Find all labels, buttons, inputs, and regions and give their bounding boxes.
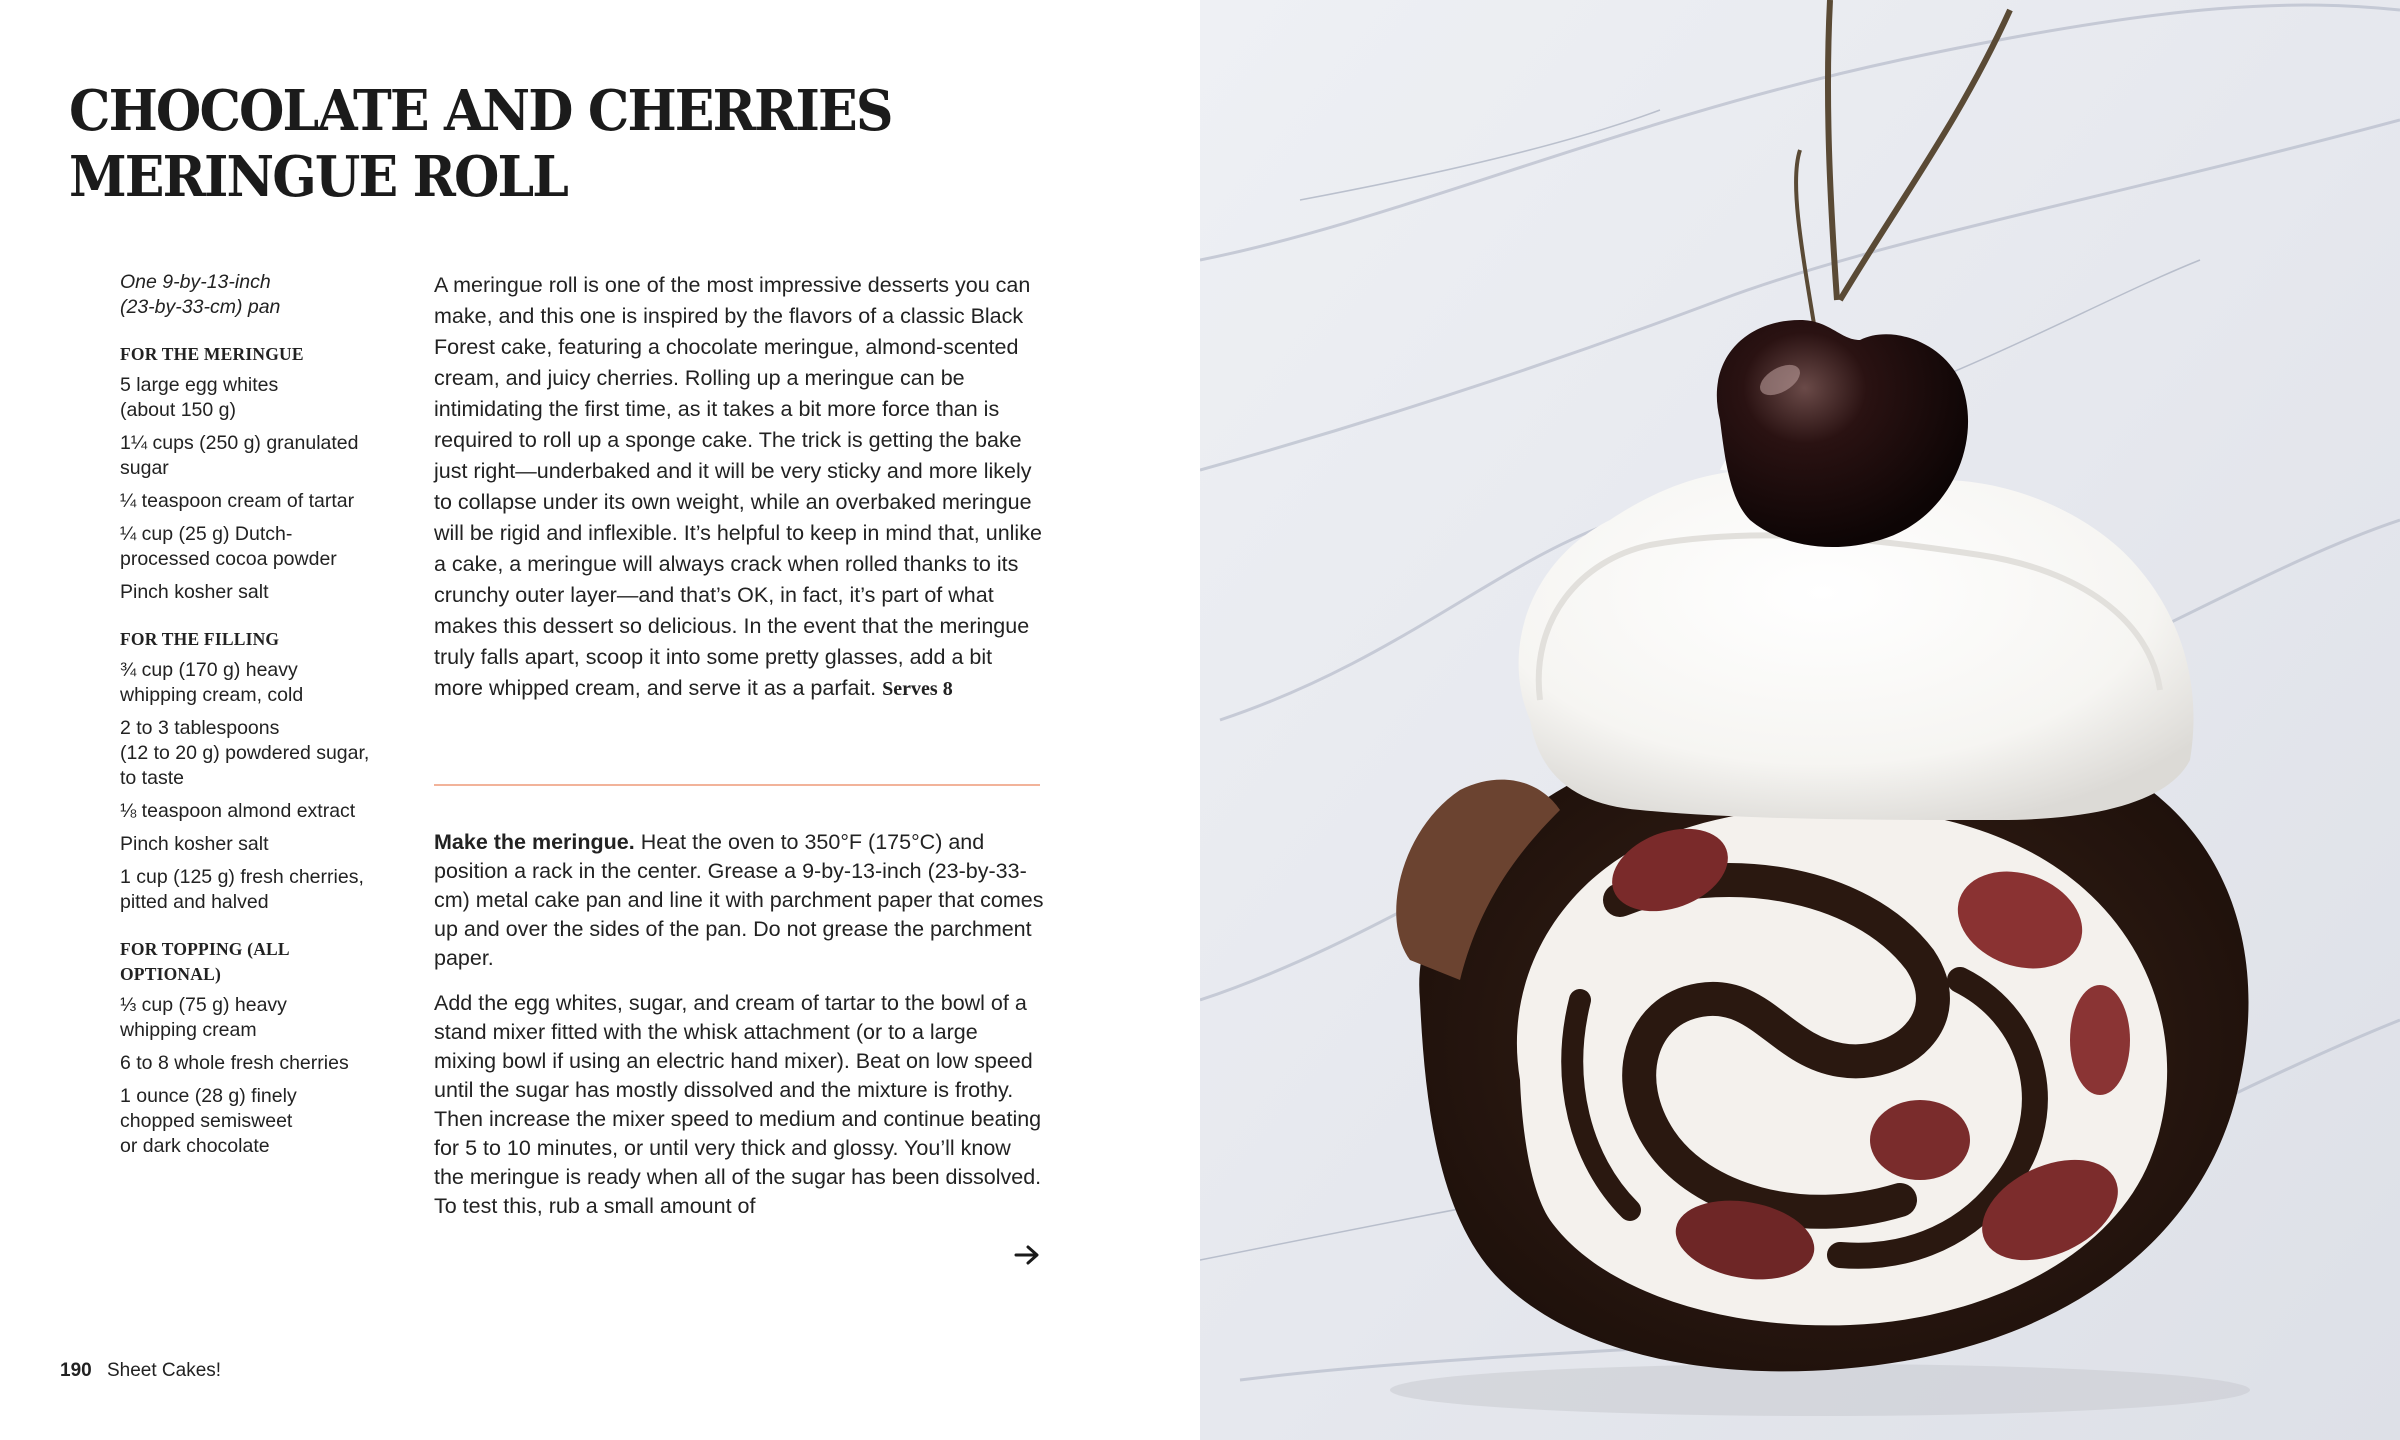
method-steps bbox=[434, 828, 1044, 1237]
ingredient-item bbox=[120, 799, 390, 824]
ingredient-list bbox=[120, 658, 390, 915]
ingredient-line: ¼ teaspoon cream of tartar bbox=[120, 490, 355, 512]
ingredient-line: processed cocoa powder bbox=[120, 548, 337, 570]
ingredient-list bbox=[120, 373, 390, 605]
ingredient-item bbox=[120, 373, 390, 423]
filling-ingredients bbox=[120, 627, 390, 915]
serves-count: Serves 8 bbox=[882, 678, 953, 700]
step-text: Heat the oven to 350°F (175°C) and position a rack in the center. Grease a 9-by-13-inch (23-by-33-cm) metal cake pan and line it with parchment paper that comes up and over the sides of the pan. Do not grease the parchment paper. bbox=[434, 830, 1044, 970]
step-beat-whites: Add the egg whites, sugar, and cream of tartar to the bowl of a stand mixer fitted with the whisk attachment (or to a large mixing bowl if using an electric hand mixer). Beat on low speed until the sugar has mostly dissolved and the mixture is frothy. Then increase the mixer speed to medium and continue beating for 5 to 10 minutes, or until very thick and glossy. You’ll know the meringue is ready when all of the sugar has been dissolved. To test this, rub a small amount of bbox=[434, 991, 1042, 1218]
ingredient-item bbox=[120, 431, 390, 481]
ingredient-line: (about 150 g) bbox=[120, 399, 237, 421]
ingredients-column bbox=[120, 270, 390, 1181]
ingredient-item bbox=[120, 1051, 390, 1076]
recipe-intro bbox=[434, 270, 1044, 705]
book-title: Sheet Cakes! bbox=[106, 1360, 222, 1381]
ingredient-line: ¼ cup (25 g) Dutch- bbox=[120, 523, 293, 545]
ingredient-heading: FOR THE FILLING bbox=[120, 629, 280, 649]
ingredient-item bbox=[120, 865, 390, 915]
ingredient-line: 6 to 8 whole fresh cherries bbox=[120, 1052, 349, 1074]
ingredient-line: chopped semisweet bbox=[120, 1110, 293, 1132]
ingredient-item bbox=[120, 489, 390, 514]
ingredient-item bbox=[120, 658, 390, 708]
ingredient-line: ⅛ teaspoon almond extract bbox=[120, 800, 356, 822]
recipe-title-line-2: MERINGUE ROLL bbox=[69, 144, 568, 210]
ingredient-line: (12 to 20 g) powdered sugar, bbox=[120, 742, 370, 764]
ingredient-item bbox=[120, 716, 390, 791]
ingredient-line: 2 to 3 tablespoons bbox=[120, 717, 280, 739]
recipe-yield: One 9-by-13-inch (23-by-33-cm) pan bbox=[120, 271, 281, 318]
intro-text: A meringue roll is one of the most impressive desserts you can make, and this one is inspired by the flavors of a classic Black Forest cake, featuring a chocolate meringue, almond-scented cream, and juicy cherries. Rolling up a meringue can be intimidating the first time, as it takes a bit more force than is required to roll up a sponge cake. The trick is getting the bake just right—underbaked and it will be very sticky and more likely to collapse under its own weight, while an overbaked meringue will be rigid and inflexible. It’s helpful to keep in mind that, unlike a cake, a meringue will always crack when rolled thanks to its crunchy outer layer—and that’s OK, in fact, it’s part of what makes this dessert so delicious. In the event that the meringue truly falls apart, scoop it into some pretty glasses, add a bit more whipped cream, and serve it as a parfait. bbox=[434, 273, 1042, 700]
page-footer bbox=[60, 1360, 221, 1382]
ingredient-line: sugar bbox=[120, 457, 169, 479]
ingredient-line: Pinch kosher salt bbox=[120, 833, 269, 855]
ingredient-line: whipping cream bbox=[120, 1019, 257, 1041]
ingredient-line: Pinch kosher salt bbox=[120, 581, 269, 603]
ingredient-line: 1 cup (125 g) fresh cherries, bbox=[120, 866, 364, 888]
step-make-meringue bbox=[434, 828, 1044, 973]
recipe-title-line-1: CHOCOLATE AND CHERRIES bbox=[69, 78, 892, 144]
page-number: 190 bbox=[60, 1360, 92, 1381]
ingredient-item bbox=[120, 993, 390, 1043]
ingredient-line: to taste bbox=[120, 767, 184, 789]
ingredient-item bbox=[120, 580, 390, 605]
ingredient-line: 1¼ cups (250 g) granulated bbox=[120, 432, 359, 454]
right-page bbox=[1200, 0, 2400, 1440]
ingredient-item bbox=[120, 1084, 390, 1159]
ingredient-line: 5 large egg whites bbox=[120, 374, 279, 396]
step-lead: Make the meringue. bbox=[434, 830, 635, 854]
ingredient-heading: FOR TOPPING (ALL OPTIONAL) bbox=[120, 939, 289, 984]
section-divider bbox=[434, 784, 1040, 786]
dessert-photo bbox=[1200, 0, 2400, 1440]
ingredient-item bbox=[120, 832, 390, 857]
arrow-right-icon bbox=[1012, 1240, 1042, 1270]
ingredient-line: whipping cream, cold bbox=[120, 684, 304, 706]
meringue-ingredients bbox=[120, 342, 390, 605]
topping-ingredients bbox=[120, 937, 390, 1159]
ingredient-line: pitted and halved bbox=[120, 891, 269, 913]
ingredient-line: 1 ounce (28 g) finely bbox=[120, 1085, 297, 1107]
ingredient-line: ⅓ cup (75 g) heavy bbox=[120, 994, 287, 1016]
ingredient-line: or dark chocolate bbox=[120, 1135, 270, 1157]
recipe-title bbox=[69, 78, 999, 210]
ingredient-line: ¾ cup (170 g) heavy bbox=[120, 659, 298, 681]
ingredient-item bbox=[120, 522, 390, 572]
ingredient-heading: FOR THE MERINGUE bbox=[120, 344, 304, 364]
ingredient-list bbox=[120, 993, 390, 1159]
